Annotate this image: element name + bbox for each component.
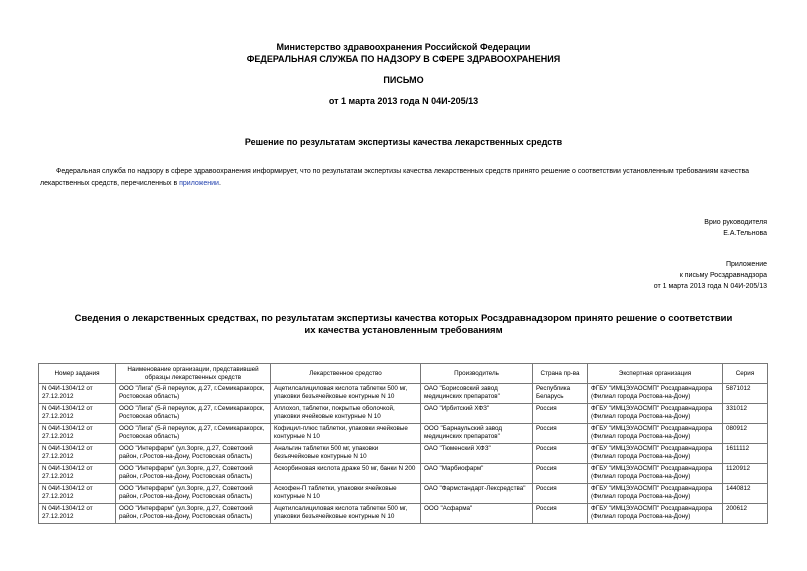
appendix-link[interactable]: приложении	[179, 180, 219, 187]
series-cell: 080912	[723, 424, 768, 444]
table-row	[39, 464, 768, 484]
expert-org-cell: ФГБУ "ИМЦЭУАОСМП" Росздравнадзора (Филиал города Ростова-на-Дону)	[588, 424, 723, 444]
table-row	[39, 504, 768, 524]
appendix-date: от 1 марта 2013 года N 04И-205/13	[653, 283, 767, 290]
medicine-cell: Ацетилсалициловая кислота таблетки 500 мг, упаковки безъячейковые контурные N 10	[271, 384, 421, 404]
medicine-cell: Аскофен-П таблетки, упаковки ячейковые контурные N 10	[271, 484, 421, 504]
medicines-table	[38, 363, 768, 524]
country-cell: Россия	[533, 444, 588, 464]
series-cell: 1440812	[723, 484, 768, 504]
manufacturer-cell: ОАО "Фармстандарт-Лексредства"	[421, 484, 533, 504]
table-row	[39, 404, 768, 424]
series-cell: 331012	[723, 404, 768, 424]
expert-org-cell: ФГБУ "ИМЦЭУАОСМП" Росздравнадзора (Филиал города Ростова-на-Дону)	[588, 504, 723, 524]
country-cell: Россия	[533, 464, 588, 484]
medicine-cell: Кофицил-плюс таблетки, упаковки ячейковые контурные N 10	[271, 424, 421, 444]
document-type: ПИСЬМО	[383, 75, 424, 85]
series-cell: 1120912	[723, 464, 768, 484]
expert-org-cell: ФГБУ "ИМЦЭУАОСМП" Росздравнадзора (Филиал города Ростова-на-Дону)	[588, 484, 723, 504]
manufacturer-cell: ООО "Асфарма"	[421, 504, 533, 524]
body-end: .	[218, 180, 221, 187]
expert-org-cell: ФГБУ "ИМЦЭУАОСМП" Росздравнадзора (Филиал города Ростова-на-Дону)	[588, 404, 723, 424]
document-date: от 1 марта 2013 года N 04И-205/13	[328, 96, 479, 106]
country-cell: Россия	[533, 484, 588, 504]
task-number-cell: N 04И-1304/12 от 27.12.2012	[39, 464, 116, 484]
organization-cell: ООО "Интерфарм" (ул.Зорге, д.27, Советский район, г.Ростов-на-Дону, Ростовская область)	[116, 464, 271, 484]
task-number-cell: N 04И-1304/12 от 27.12.2012	[39, 444, 116, 464]
service-name: ФЕДЕРАЛЬНАЯ СЛУЖБА ПО НАДЗОРУ В СФЕРЕ ЗДРАВООХРАНЕНИЯ	[246, 54, 561, 64]
country-cell: Россия	[533, 404, 588, 424]
expert-org-cell: ФГБУ "ИМЦЭУАОСМП" Росздравнадзора (Филиал города Ростова-на-Дону)	[588, 444, 723, 464]
organization-cell: ООО "Интерфарм" (ул.Зорге, д.27, Советский район, г.Ростов-на-Дону, Ростовская область)	[116, 504, 271, 524]
header-cell: Серия	[723, 364, 768, 384]
expert-org-cell: ФГБУ "ИМЦЭУАОСМП" Росздравнадзора (Филиал города Ростова-на-Дону)	[588, 384, 723, 404]
task-number-cell: N 04И-1304/12 от 27.12.2012	[39, 404, 116, 424]
signature-name: Е.А.Тельнова	[723, 230, 767, 237]
series-cell: 1611112	[723, 444, 768, 464]
organization-cell: ООО "Интерфарм" (ул.Зорге, д.27, Советский район, г.Ростов-на-Дону, Ростовская область)	[116, 444, 271, 464]
table-header-row	[39, 364, 768, 384]
organization-cell: ООО "Лига" (5-й переулок, д.27, г.Семикаракорск, Ростовская область)	[116, 404, 271, 424]
organization-cell: ООО "Интерфарм" (ул.Зорге, д.27, Советский район, г.Ростов-на-Дону, Ростовская область)	[116, 484, 271, 504]
table-title: Сведения о лекарственных средствах, по результатам экспертизы качества которых Росздравнадзором принято решение о соответствии их качества установленным требованиям	[74, 313, 733, 336]
ministry-name: Министерство здравоохранения Российской Федерации	[276, 42, 531, 52]
manufacturer-cell: ОАО "Ирбитский ХФЗ"	[421, 404, 533, 424]
medicine-cell: Ацетилсалициловая кислота таблетки 500 мг, упаковки безъячейковые контурные N 10	[271, 504, 421, 524]
header-cell: Номер задания	[39, 364, 116, 384]
header-cell: Лекарственное средство	[271, 364, 421, 384]
task-number-cell: N 04И-1304/12 от 27.12.2012	[39, 384, 116, 404]
country-cell: Россия	[533, 424, 588, 444]
table-row	[39, 424, 768, 444]
manufacturer-cell: ОАО "Марбиофарм"	[421, 464, 533, 484]
medicine-cell: Аллохол, таблетки, покрытые оболочкой, упаковки ячейковые контурные N 10	[271, 404, 421, 424]
table-row	[39, 444, 768, 464]
table-row	[39, 484, 768, 504]
appendix-ref: к письму Росздравнадзора	[679, 272, 767, 279]
organization-cell: ООО "Лига" (5-й переулок, д.27, г.Семикаракорск, Ростовская область)	[116, 384, 271, 404]
header-cell: Наименование организации, представившей образцы лекарственных средств	[116, 364, 271, 384]
series-cell: 200612	[723, 504, 768, 524]
country-cell: Россия	[533, 504, 588, 524]
header-cell: Производитель	[421, 364, 533, 384]
manufacturer-cell: ОАО "Тюменский ХФЗ"	[421, 444, 533, 464]
body-text: Федеральная служба по надзору в сфере здравоохранения информирует, что по результатам экспертизы качества лекарственных средств принято решение о соответствии установленным требованиям качества лекарственных средств, перечисленных в	[40, 168, 750, 187]
appendix-label: Приложение	[725, 261, 767, 268]
medicine-cell: Анальгин таблетки 500 мг, упаковки безъячейковые контурные N 10	[271, 444, 421, 464]
manufacturer-cell: ОАО "Борисовский завод медицинских препаратов"	[421, 384, 533, 404]
expert-org-cell: ФГБУ "ИМЦЭУАОСМП" Росздравнадзора (Филиал города Ростова-на-Дону)	[588, 464, 723, 484]
table-row	[39, 384, 768, 404]
medicine-cell: Аскорбиновая кислота драже 50 мг, банки N 200	[271, 464, 421, 484]
country-cell: Республика Беларусь	[533, 384, 588, 404]
organization-cell: ООО "Лига" (5-й переулок, д.27, г.Семикаракорск, Ростовская область)	[116, 424, 271, 444]
series-cell: 5871012	[723, 384, 768, 404]
document-title: Решение по результатам экспертизы качества лекарственных средств	[244, 137, 563, 147]
header-cell: Экспертная организация	[588, 364, 723, 384]
task-number-cell: N 04И-1304/12 от 27.12.2012	[39, 424, 116, 444]
body-paragraph	[40, 166, 770, 190]
task-number-cell: N 04И-1304/12 от 27.12.2012	[39, 484, 116, 504]
signature-position: Врио руководителя	[704, 219, 767, 226]
task-number-cell: N 04И-1304/12 от 27.12.2012	[39, 504, 116, 524]
header-cell: Страна пр-ва	[533, 364, 588, 384]
manufacturer-cell: ООО "Барнаульский завод медицинских препаратов"	[421, 424, 533, 444]
